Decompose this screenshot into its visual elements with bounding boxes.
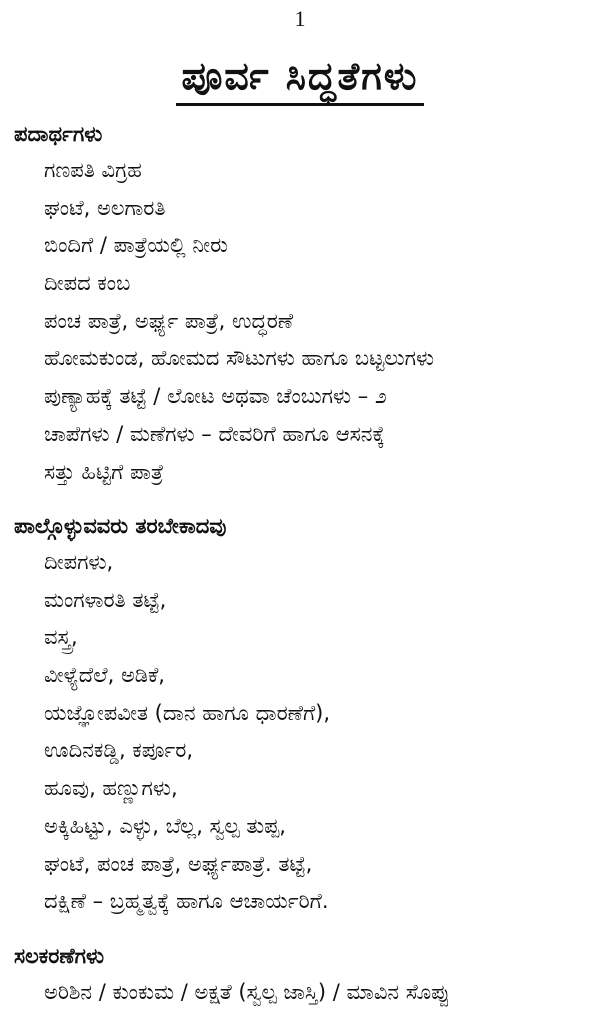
list-item: ದೀಪದ ಕಂಬ bbox=[44, 271, 131, 296]
list-item: ಸತ್ತು ಹಿಟ್ಟಿಗೆ ಪಾತ್ರೆ bbox=[44, 459, 164, 484]
section-palgolluvavaru bbox=[0, 508, 600, 921]
section-salakaranegalu bbox=[0, 938, 600, 1012]
list-item: ಘಂಟೆ, ಅಲಗಾರತಿ bbox=[44, 195, 166, 220]
list-item: ಚಾಪೆಗಳು / ಮಣೆಗಳು – ದೇವರಿಗೆ ಹಾಗೂ ಆಸನಕ್ಕೆ bbox=[44, 421, 385, 446]
list-item: ಪುಣ್ಯಾಹಕ್ಕೆ ತಟ್ಟೆ / ಲೋಟ ಅಥವಾ ಚೆಂಬುಗಳು – ೨ bbox=[44, 384, 387, 409]
list-item: ಯಜ್ಞೋಪವೀತ (ದಾನ ಹಾಗೂ ಧಾರಣೆಗೆ), bbox=[44, 700, 331, 725]
section-heading: ಪದಾರ್ಥಗಳು bbox=[14, 122, 103, 146]
section-heading: ಪಾಲ್ಗೊಳ್ಳುವವರು ತರಬೇಕಾದವು bbox=[14, 514, 227, 538]
list-item: ಅಕ್ಕಿಹಿಟ್ಟು, ಎಳ್ಳು, ಬೆಲ್ಲ, ಸ್ವಲ್ಪ ತುಪ್ಪ, bbox=[44, 813, 286, 838]
list-item: ದೀಪಗಳು, bbox=[44, 550, 114, 574]
page-title bbox=[0, 54, 600, 106]
list-item: ವೀಳ್ಯೆದೆಲೆ, ಅಡಿಕೆ, bbox=[44, 663, 165, 688]
list-item: ಪಂಚ ಪಾತ್ರೆ, ಅರ್ಘ್ಯ ಪಾತ್ರೆ, ಉದ್ಧರಣೆ bbox=[44, 308, 294, 333]
list-item: ಘಂಟೆ, ಪಂಚ ಪಾತ್ರೆ, ಅರ್ಘ್ಯಪಾತ್ರೆ. ತಟ್ಟೆ, bbox=[44, 851, 313, 876]
list-item: ವಸ್ತ್ರ, bbox=[44, 625, 78, 650]
list-item: ಮಂಗಳಾರತಿ ತಟ್ಟೆ, bbox=[44, 587, 167, 612]
page-title-text: ಪೂರ್ವ ಸಿದ್ಧತೆಗಳು bbox=[176, 55, 425, 106]
list-item: ದಕ್ಷಿಣೆ – ಬ್ರಹ್ಮತ್ವಕ್ಕೆ ಹಾಗೂ ಆಚಾರ್ಯರಿಗೆ. bbox=[44, 889, 329, 914]
section-padarthagalu bbox=[0, 116, 600, 491]
list-item: ಅರಿಶಿನ / ಕುಂಕುಮ / ಅಕ್ಷತೆ (ಸ್ವಲ್ಪ ಜಾಸ್ತಿ) / ಮಾವಿನ ಸೊಪ್ಪು bbox=[44, 980, 450, 1004]
list-item: ಊದಿನಕಡ್ಡಿ, ಕರ್ಪೂರ, bbox=[44, 738, 194, 763]
list-item: ಹೂವು, ಹಣ್ಣುಗಳು, bbox=[44, 776, 178, 801]
list-item: ಗಣಪತಿ ವಿಗ್ರಹ bbox=[44, 158, 142, 182]
list-item: ಹೋಮಕುಂಡ, ಹೋಮದ ಸೌಟುಗಳು ಹಾಗೂ ಬಟ್ಟಲುಗಳು bbox=[44, 346, 435, 371]
page-number: 1 bbox=[294, 6, 306, 31]
section-heading: ಸಲಕರಣೆಗಳು bbox=[14, 944, 105, 968]
list-item: ಬಿಂದಿಗೆ / ಪಾತ್ರೆಯಲ್ಲಿ ನೀರು bbox=[44, 233, 228, 258]
